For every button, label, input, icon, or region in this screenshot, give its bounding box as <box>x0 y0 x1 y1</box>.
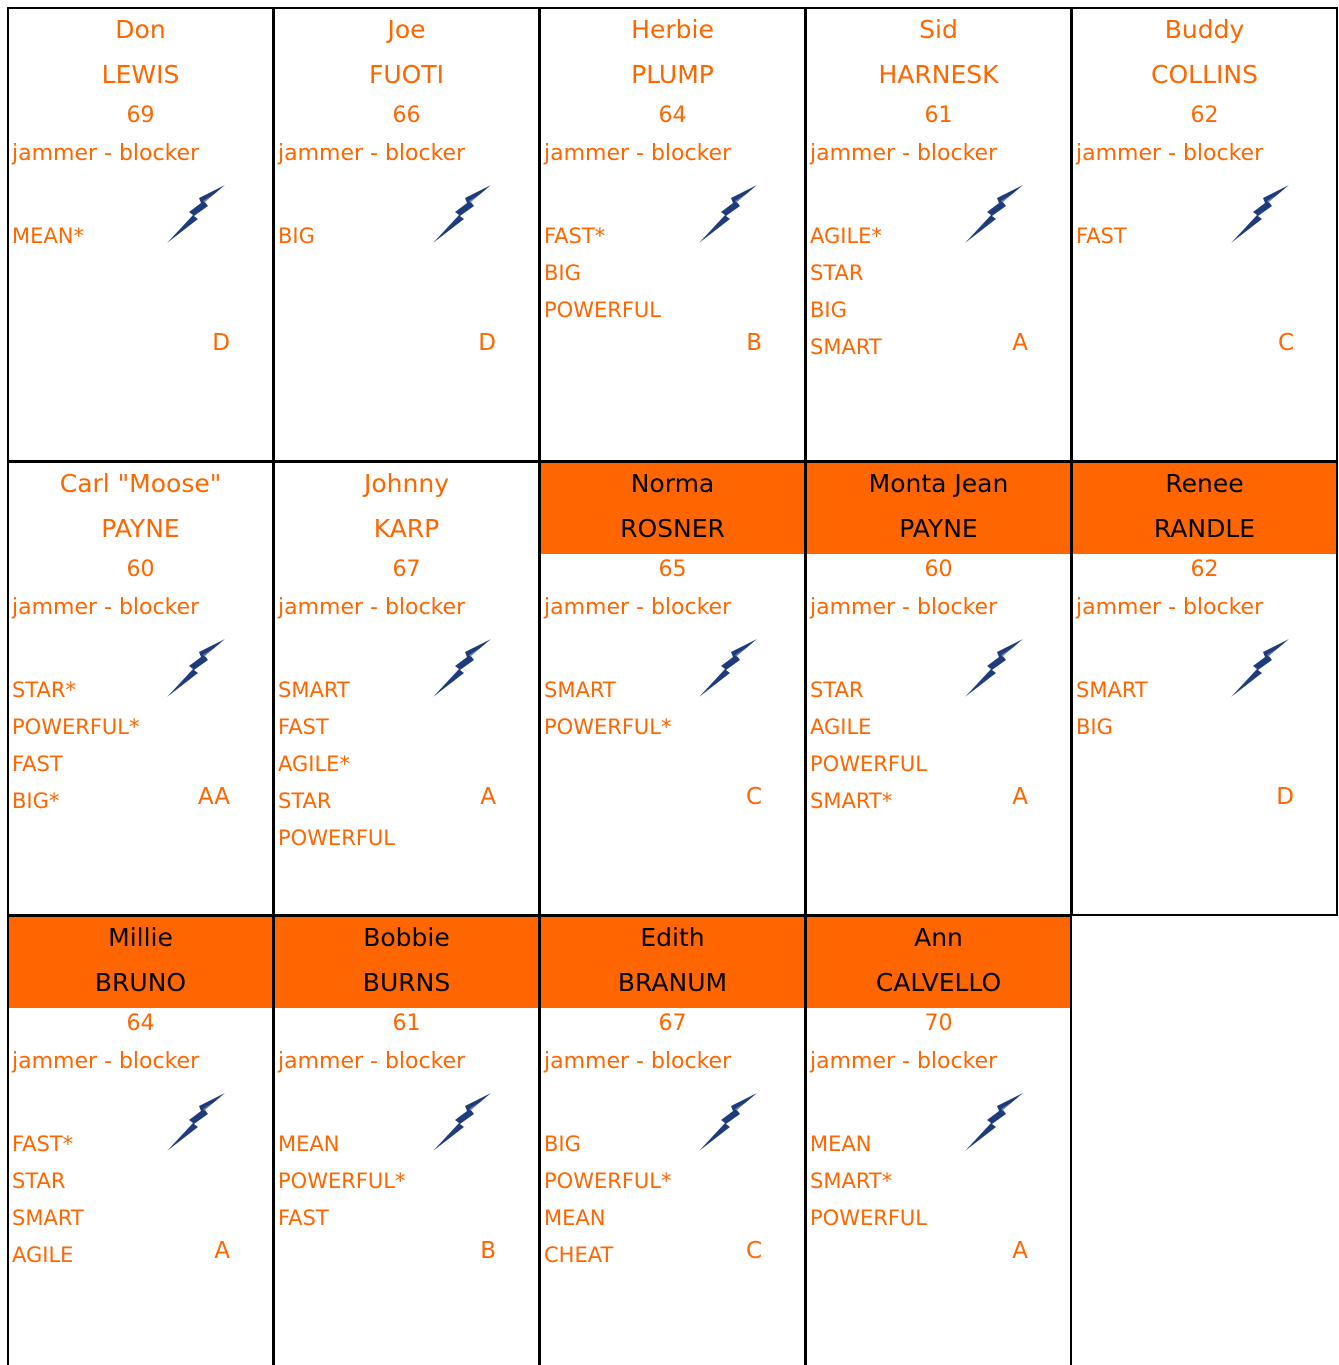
player-card <box>273 461 540 916</box>
player-trait: STAR <box>278 789 332 813</box>
player-last-name: BRANUM <box>617 968 728 997</box>
player-last-name: PLUMP <box>631 60 714 89</box>
player-last-name: PAYNE <box>899 514 978 543</box>
player-first-name: Monta Jean <box>868 469 1009 498</box>
player-last-name: HARNESK <box>878 60 999 89</box>
player-first-name: Don <box>115 15 166 44</box>
player-card <box>7 7 274 462</box>
lightning-bolt-icon <box>1229 184 1291 244</box>
player-name-header <box>1073 9 1336 100</box>
player-card <box>539 7 806 462</box>
player-rating: 60 <box>126 557 155 582</box>
player-traits-list <box>544 218 661 329</box>
player-name-header <box>9 9 272 100</box>
player-trait: STAR <box>810 678 864 702</box>
player-trait: MEAN <box>810 1132 872 1156</box>
player-trait: SMART* <box>810 789 893 813</box>
player-trait: MEAN <box>278 1132 340 1156</box>
lightning-bolt-icon <box>431 638 493 698</box>
player-grade: C <box>1277 330 1294 356</box>
player-card <box>539 461 806 916</box>
lightning-bolt-icon <box>165 638 227 698</box>
player-trait: AGILE <box>12 1243 74 1267</box>
player-grade: AA <box>197 784 230 810</box>
player-card <box>7 461 274 916</box>
player-name-header <box>1073 463 1336 554</box>
player-trait: SMART <box>1076 678 1148 702</box>
lightning-bolt-icon <box>963 1092 1025 1152</box>
player-rating: 66 <box>392 103 421 128</box>
player-grade: A <box>1012 330 1028 356</box>
player-last-name: PAYNE <box>101 514 180 543</box>
player-trait: SMART <box>544 678 616 702</box>
player-name-header <box>9 917 272 1008</box>
player-name-header <box>9 463 272 554</box>
player-last-name: ROSNER <box>620 514 725 543</box>
player-traits-list <box>1076 672 1148 746</box>
player-role: jammer - blocker <box>544 1049 732 1074</box>
player-rating: 60 <box>924 557 953 582</box>
player-first-name: Buddy <box>1164 15 1245 44</box>
player-trait: MEAN <box>544 1206 606 1230</box>
player-rating: 69 <box>126 103 155 128</box>
player-grade: D <box>1276 784 1294 810</box>
player-name-header <box>541 463 804 554</box>
player-first-name: Joe <box>387 15 426 44</box>
player-role: jammer - blocker <box>1076 141 1264 166</box>
player-trait: POWERFUL <box>810 752 927 776</box>
player-role: jammer - blocker <box>278 141 466 166</box>
player-trait: FAST <box>278 1206 329 1230</box>
player-trait: BIG <box>544 1132 581 1156</box>
player-name-header <box>541 9 804 100</box>
player-traits-list <box>544 1126 671 1274</box>
player-trait: POWERFUL* <box>544 715 672 739</box>
lightning-bolt-icon <box>697 638 759 698</box>
player-grade: A <box>1012 784 1028 810</box>
player-traits-list <box>278 218 315 255</box>
player-traits-list <box>278 1126 405 1237</box>
player-grade: A <box>214 1238 230 1264</box>
player-grade: A <box>480 784 496 810</box>
player-name-header <box>807 9 1070 100</box>
player-rating: 67 <box>658 1011 687 1036</box>
lightning-bolt-icon <box>431 184 493 244</box>
player-trait: CHEAT <box>544 1243 614 1267</box>
player-card <box>1071 461 1338 916</box>
lightning-bolt-icon <box>963 184 1025 244</box>
player-name-header <box>541 917 804 1008</box>
player-last-name: KARP <box>373 514 440 543</box>
player-card <box>273 915 540 1365</box>
player-traits-list <box>544 672 671 746</box>
player-trait: STAR <box>810 261 864 285</box>
player-trait: POWERFUL* <box>278 1169 406 1193</box>
player-role: jammer - blocker <box>810 141 998 166</box>
player-last-name: BURNS <box>362 968 451 997</box>
player-grade: D <box>478 330 496 356</box>
player-last-name: LEWIS <box>101 60 180 89</box>
player-card <box>539 915 806 1365</box>
player-rating: 62 <box>1190 103 1219 128</box>
player-traits-list <box>12 1126 84 1274</box>
player-trait: SMART* <box>810 1169 893 1193</box>
player-grade: D <box>212 330 230 356</box>
player-grade: C <box>745 1238 762 1264</box>
player-trait: POWERFUL <box>278 826 395 850</box>
player-first-name: Sid <box>919 15 958 44</box>
player-grade: A <box>1012 1238 1028 1264</box>
player-trait: FAST <box>1076 224 1127 248</box>
player-role: jammer - blocker <box>12 141 200 166</box>
player-trait: BIG <box>278 224 315 248</box>
lightning-bolt-icon <box>1229 638 1291 698</box>
player-trait: MEAN* <box>12 224 84 248</box>
player-traits-list <box>810 218 882 366</box>
player-rating: 70 <box>924 1011 953 1036</box>
player-trait: POWERFUL <box>810 1206 927 1230</box>
player-trait: AGILE* <box>278 752 350 776</box>
player-trait: SMART <box>278 678 350 702</box>
player-trait: STAR* <box>12 678 76 702</box>
player-trait: SMART <box>810 335 882 359</box>
player-name-header <box>275 9 538 100</box>
player-trait: AGILE <box>810 715 872 739</box>
player-traits-list <box>1076 218 1127 255</box>
player-role: jammer - blocker <box>278 1049 466 1074</box>
player-last-name: FUOTI <box>369 60 444 89</box>
player-traits-list <box>278 672 395 857</box>
player-role: jammer - blocker <box>278 595 466 620</box>
lightning-bolt-icon <box>697 184 759 244</box>
player-role: jammer - blocker <box>810 595 998 620</box>
player-grade: B <box>480 1238 496 1264</box>
player-role: jammer - blocker <box>544 595 732 620</box>
player-trait: BIG <box>544 261 581 285</box>
player-first-name: Norma <box>630 469 715 498</box>
player-rating: 61 <box>392 1011 421 1036</box>
player-role: jammer - blocker <box>12 1049 200 1074</box>
player-last-name: BRUNO <box>94 968 187 997</box>
player-first-name: Renee <box>1165 469 1244 498</box>
player-role: jammer - blocker <box>810 1049 998 1074</box>
player-trait: POWERFUL* <box>12 715 140 739</box>
player-rating: 62 <box>1190 557 1219 582</box>
player-grade: C <box>745 784 762 810</box>
player-traits-list <box>810 1126 927 1237</box>
player-last-name: COLLINS <box>1151 60 1258 89</box>
player-card <box>273 7 540 462</box>
player-rating: 61 <box>924 103 953 128</box>
player-role: jammer - blocker <box>544 141 732 166</box>
player-trait: AGILE* <box>810 224 882 248</box>
lightning-bolt-icon <box>963 638 1025 698</box>
player-first-name: Bobbie <box>363 923 450 952</box>
player-first-name: Millie <box>108 923 173 952</box>
player-rating: 65 <box>658 557 687 582</box>
player-name-header <box>807 917 1070 1008</box>
player-trait: SMART <box>12 1206 84 1230</box>
player-traits-list <box>12 672 139 820</box>
player-last-name: RANDLE <box>1153 514 1256 543</box>
player-first-name: Herbie <box>631 15 714 44</box>
player-rating: 64 <box>126 1011 155 1036</box>
player-traits-list <box>810 672 927 820</box>
player-rating: 64 <box>658 103 687 128</box>
player-name-header <box>275 917 538 1008</box>
player-trait: FAST* <box>12 1132 74 1156</box>
player-card <box>805 915 1072 1365</box>
player-card <box>805 461 1072 916</box>
player-trait: FAST <box>12 752 63 776</box>
player-first-name: Johnny <box>364 469 449 498</box>
player-card <box>805 7 1072 462</box>
player-first-name: Carl "Moose" <box>59 469 222 498</box>
player-role: jammer - blocker <box>1076 595 1264 620</box>
player-trait: BIG* <box>12 789 60 813</box>
player-name-header <box>807 463 1070 554</box>
player-rating: 67 <box>392 557 421 582</box>
player-trait: POWERFUL* <box>544 1169 672 1193</box>
player-trait: BIG <box>1076 715 1113 739</box>
player-traits-list <box>12 218 84 255</box>
player-trait: POWERFUL <box>544 298 661 322</box>
player-trait: STAR <box>12 1169 66 1193</box>
player-grade: B <box>746 330 762 356</box>
player-name-header <box>275 463 538 554</box>
player-trait: FAST <box>278 715 329 739</box>
player-trait: FAST* <box>544 224 606 248</box>
player-first-name: Edith <box>640 923 705 952</box>
player-card <box>1071 7 1338 462</box>
player-trait: BIG <box>810 298 847 322</box>
lightning-bolt-icon <box>165 1092 227 1152</box>
player-last-name: CALVELLO <box>875 968 1002 997</box>
player-role: jammer - blocker <box>12 595 200 620</box>
player-first-name: Ann <box>914 923 963 952</box>
player-card <box>7 915 274 1365</box>
lightning-bolt-icon <box>431 1092 493 1152</box>
lightning-bolt-icon <box>697 1092 759 1152</box>
lightning-bolt-icon <box>165 184 227 244</box>
